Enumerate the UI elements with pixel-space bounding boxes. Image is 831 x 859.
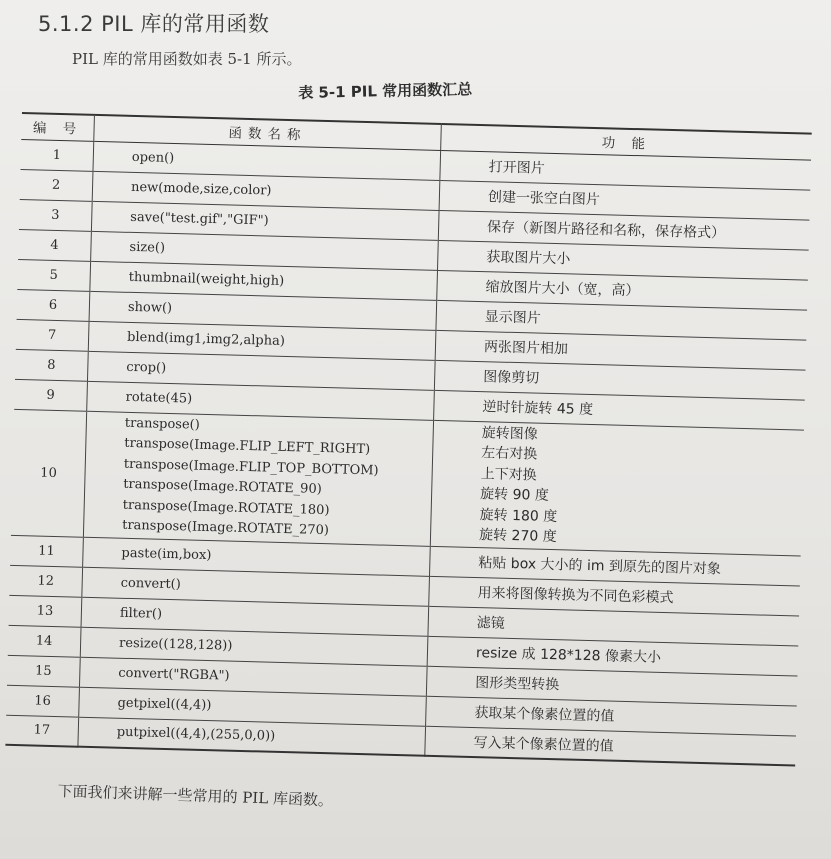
function-name: convert() (120, 575, 181, 592)
function-description: 逆时针旋转 45 度 (482, 399, 594, 419)
function-description: 打开图片 (488, 159, 545, 177)
function-name: size() (129, 239, 166, 256)
function-name: transpose(Image.FLIP_TOP_BOTTOM) (123, 456, 379, 478)
function-name: rotate(45) (125, 389, 193, 407)
function-description: 写入某个像素位置的值 (473, 734, 614, 755)
function-name: open() (131, 149, 175, 166)
function-description: 图形类型转换 (474, 675, 560, 694)
function-name: resize((128,128)) (118, 635, 233, 654)
row-number: 17 (33, 722, 51, 739)
function-description: 旋转 270 度 (478, 527, 557, 546)
function-table (5, 112, 811, 766)
function-description: 滤镜 (476, 615, 505, 632)
function-description: 粘贴 box 大小的 im 到原先的图片对象 (478, 555, 722, 578)
function-description: 创建一张空白图片 (487, 189, 601, 209)
function-description: 保存（新图片路径和名称，保存格式） (486, 219, 726, 242)
function-description-cell (430, 420, 804, 556)
function-name: show() (127, 299, 173, 316)
row-number: 12 (37, 573, 55, 589)
function-name: new(mode,size,color) (130, 179, 272, 199)
row-number: 13 (36, 603, 54, 619)
function-description: 获取图片大小 (486, 249, 571, 268)
function-name: transpose() (124, 415, 200, 433)
function-name: transpose(Image.ROTATE_180) (122, 497, 330, 518)
function-description: 缩放图片大小（宽，高） (485, 279, 640, 300)
function-name: thumbnail(weight,high) (128, 269, 285, 289)
header-function-desc: 功 能 (441, 124, 812, 160)
function-name: paste(im,box) (121, 545, 212, 563)
function-name: convert("RGBA") (118, 665, 230, 684)
table-row (11, 409, 804, 556)
row-number: 16 (34, 693, 52, 709)
function-description: 图像剪切 (483, 369, 540, 387)
table-caption: 表 5-1 PIL 常用函数汇总 (298, 80, 473, 102)
row-number: 2 (51, 177, 61, 193)
function-description: resize 成 128*128 像素大小 (475, 645, 662, 666)
function-description: 旋转 90 度 (479, 486, 550, 504)
row-number: 1 (52, 147, 62, 163)
section-number: 5.1.2 (38, 12, 94, 36)
function-name: transpose(Image.FLIP_LEFT_RIGHT) (124, 435, 371, 458)
header-number: 编 号 (21, 113, 94, 141)
function-name: transpose(Image.ROTATE_90) (123, 476, 322, 497)
row-number: 7 (47, 327, 57, 343)
intro-paragraph: PIL 库的常用函数如表 5-1 所示。 (72, 50, 302, 68)
function-description: 上下对换 (480, 465, 537, 484)
function-name: save("test.gif","GIF") (130, 209, 269, 228)
function-description: 两张图片相加 (483, 339, 569, 358)
row-number: 5 (49, 267, 59, 283)
function-name: crop() (126, 359, 167, 376)
function-description: 旋转 180 度 (479, 506, 558, 525)
row-number: 6 (48, 297, 58, 313)
function-name: putpixel((4,4),(255,0,0)) (116, 724, 276, 745)
row-number: 4 (50, 237, 59, 253)
header-function-name: 函数名称 (94, 115, 442, 150)
section-heading (38, 8, 269, 38)
row-number: 14 (35, 633, 53, 649)
function-table-wrapper (5, 112, 811, 766)
function-description: 左右对换 (481, 445, 538, 463)
row-number: 10 (40, 465, 58, 481)
function-description: 显示图片 (484, 309, 541, 327)
table-body (5, 139, 811, 765)
footer-paragraph: 下面我们来讲解一些常用的 PIL 库函数。 (57, 781, 334, 810)
function-description: 旋转图像 (481, 424, 538, 443)
function-name: transpose(Image.ROTATE_270) (122, 517, 330, 539)
row-number: 15 (34, 663, 52, 679)
function-name: blend(img1,img2,alpha) (126, 329, 286, 349)
function-name: filter() (119, 605, 163, 622)
row-number: 11 (38, 543, 55, 559)
row-number: 9 (46, 387, 55, 403)
function-description: 获取某个像素位置的值 (474, 705, 615, 725)
function-name: getpixel((4,4)) (117, 695, 212, 713)
function-name-cell (83, 411, 433, 546)
function-description: 用来将图像转换为不同色彩模式 (477, 585, 674, 607)
row-number: 3 (50, 207, 60, 223)
row-number: 8 (47, 357, 56, 373)
section-title-text: PIL 库的常用函数 (101, 12, 270, 36)
